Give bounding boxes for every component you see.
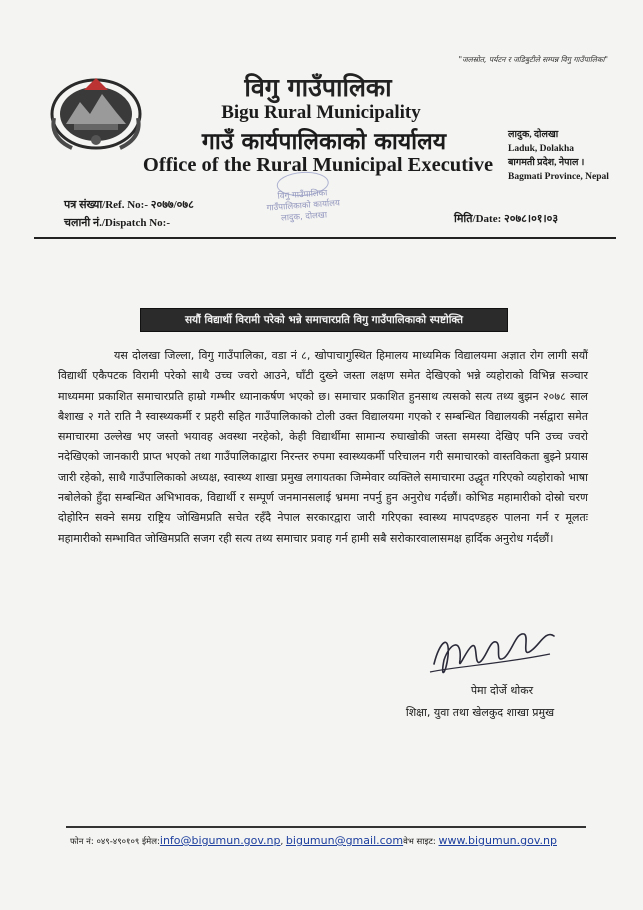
email-separator: , [280,837,286,847]
website-link[interactable]: www.bigumun.gov.np [438,834,557,847]
ref-label: पत्र संख्या/Ref. No:- [64,199,148,211]
address-block [508,128,636,184]
office-name-english: Office of the Rural Municipal Executive [142,154,494,176]
header-divider [34,237,616,239]
municipality-emblem-icon [44,68,148,154]
municipality-name-english: Bigu Rural Municipality [221,102,421,123]
signer-title: शिक्षा, युवा तथा खेलकुद शाखा प्रमुख [405,706,555,719]
signer-block [380,680,580,724]
address-line: लादुक, दोलखा [508,130,559,140]
body-paragraph: यस दोलखा जिल्ला, विगु गाउँपालिका, वडा नं ८, खोपाचागुस्थित हिमालय माध्यमिक विद्यालयमा अज्ञात रोग लागी सयौं विद्यार्थी एकैपटक विरामी परेको साथै उच्च ज्वरो आउने, घाँटी दुख्ने जस्ता लक्षण समेत देखिएको भन्ने व्यहोराको विभिन्न सञ्चार माध्यममा प्रकाशित समाचारप्रति हाम्रो गम्भीर ध्यानाकर्षण भएको छ। समाचार प्रकाशित हुनसाथ त्यसको सत्य तथ्य बुझन २०७८ साल बैशाख २ गते राति नै स्वास्थ्यकर्मी र प्रहरी सहित गाउँपालिकाको टोली उक्त विद्यालयमा गएको र सम्बन्धित विद्यालयकी नर्सद्वारा समेत समाचारमा उल्लेख भए जस्तो भयावह अवस्था नरहेको, केही विद्यार्थीमा सामान्य रुघाखोकी जस्ता समस्या देखिए पनि उच्च ज्वरो नदेखिएको जानकारी प्राप्त भएको तथा गाउँपालिकाद्वारा निरन्तर रुपमा स्वास्थ्यकर्मी परिचालन गरी समाचारको वास्तविकता बुझ्ने प्रयास जारी रहेको, साथै गाउँपालिकाको अध्यक्ष, स्वास्थ्य शाखा प्रमुख लगायतका जिम्मेवार व्यक्तिले समाचारमा उद्धृत गरिएको व्यहोराको भाषा नबोलेको हुँदा सम्बन्धित अभिभावक, विद्यार्थी र सम्पूर्ण जनमानसलाई भ्रममा नपर्नु हुन अनुरोध गर्दछौं। कोभिड महामारीको दोस्रो चरण दोहोरिन सक्ने समग्र राष्ट्रिय जोखिमप्रति सचेत रहँदै नेपाल सरकारद्वारा जारी गरिएका स्वास्थ्य मापदण्डहरु पालना गर्न र मूलतः महामारीको सम्भावित जोखिमप्रति सजग रही सत्य तथ्य समाचार प्रवाह गर्न हामी सबै सरोकारवालासमक्ष हार्दिक अनुरोध गर्दछौं। [58,349,588,545]
motto: "जलस्रोत, पर्यटन र जडिबुटीले सम्पन्न विगु गाउँपालिका" [458,55,608,64]
date-block [454,211,558,226]
date-label: मिति/Date: [454,213,502,225]
footer [70,834,590,847]
date-value: २०७८।०१।०३ [504,213,559,225]
address-line: Laduk, Dolakha [508,144,575,154]
letter-heading: सयौं विद्यार्थी विरामी परेको भन्ने समाचारप्रति विगु गाउँपालिकाको स्पष्टोक्ति [140,308,508,332]
office-name-nepali: गाउँ कार्यपालिकाको कार्यालय [201,129,447,155]
email-link[interactable]: info@bigumun.gov.np [159,834,281,847]
stamp-line: गाउँपालिकाको कार्यालय [266,198,341,214]
handwritten-signature [420,620,570,682]
phone-label: फोन नं: ०४९-४९०१०९ ईमेल: [70,837,160,847]
address-line: Bagmati Province, Nepal [508,172,609,182]
ref-value: २०७७/०७८ [150,199,194,211]
stamp-line: लादुक, दोलखा [280,210,328,224]
office-stamp [242,172,363,232]
web-label: वेभ साइट: [403,837,436,847]
letter-body [58,346,588,549]
stamp-line: विगु गाउँपालिका [277,188,328,202]
email-link-2[interactable]: bigumun@gmail.com [285,834,404,847]
reference-block [64,196,194,232]
signer-name: पेमा दोर्जे थोकर [470,684,534,697]
dispatch-label: चलानी नं./Dispatch No:- [64,217,170,229]
footer-divider [66,826,586,828]
municipality-name-nepali: विगु गाउँपालिका [244,73,392,102]
address-line: बागमती प्रदेश, नेपाल । [508,158,585,168]
